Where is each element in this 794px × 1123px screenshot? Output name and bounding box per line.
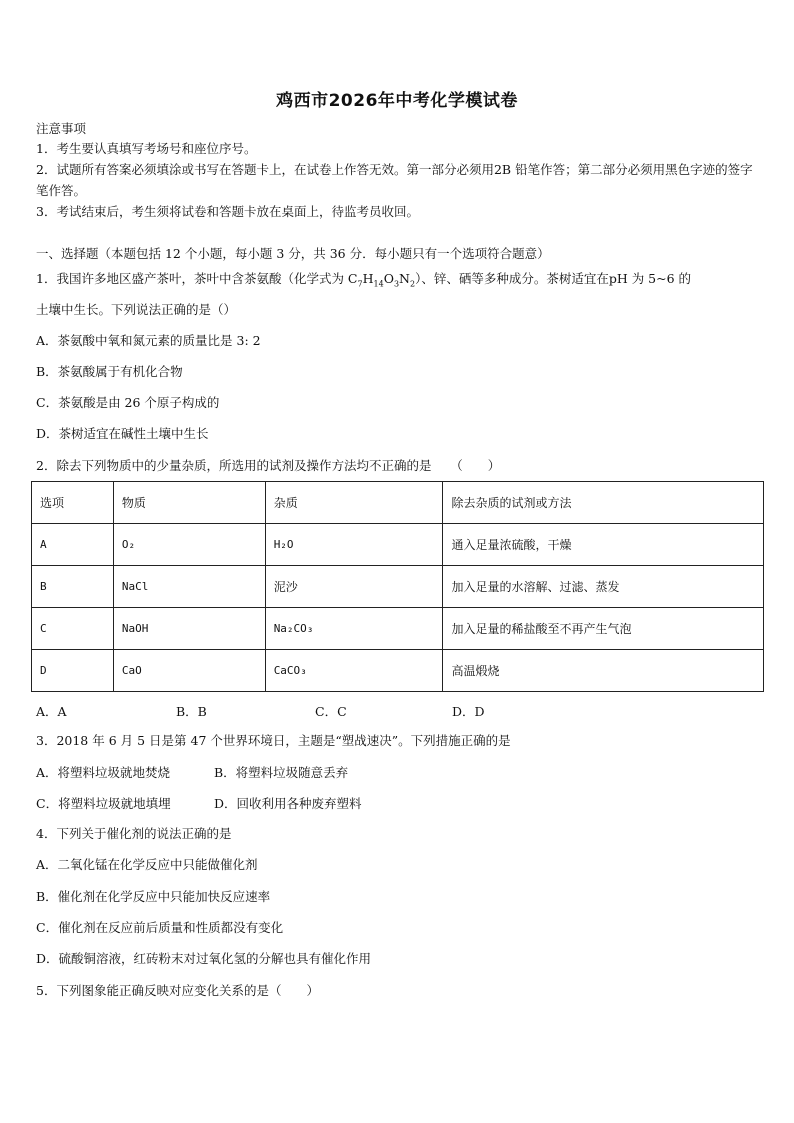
q4-option-c: C．催化剂在反应前后质量和性质都没有变化: [36, 920, 284, 935]
q2-answer-b: B．B: [176, 704, 207, 719]
q2-table: [31, 481, 764, 692]
q1-option-c: C．茶氨酸是由 26 个原子构成的: [36, 395, 220, 410]
q2-stem: 2．除去下列物质中的少量杂质，所选用的试剂及操作方法均不正确的是 （ ）: [36, 458, 501, 473]
table-cell: NaCl: [113, 566, 265, 608]
section-heading: 一、选择题（本题包括 12 个小题，每小题 3 分，共 36 分．每小题只有一个选项符合题意）: [36, 246, 550, 261]
q1-stem-cont: 土壤中生长。下列说法正确的是（）: [36, 302, 237, 317]
q3-option-b: B．将塑料垃圾随意丢弃: [214, 765, 349, 780]
q1-option-d: D．茶树适宜在碱性土壤中生长: [36, 426, 209, 441]
table-cell: 通入足量浓硫酸，干燥: [443, 524, 764, 566]
exam-title: 鸡西市2026年中考化学模试卷: [276, 91, 518, 111]
table-row: [32, 524, 764, 566]
table-cell: H₂O: [265, 524, 443, 566]
table-cell: B: [32, 566, 114, 608]
notes-heading: 注意事项: [36, 121, 87, 136]
q3-option-a: A．将塑料垃圾就地焚烧: [36, 765, 171, 780]
q1-stem: 1．我国许多地区盛产茶叶，茶叶中含茶氨酸（化学式为 $C_7H_{14}O_3N_2$）、锌、硒等多种成分。茶树适宜在pH 为 5~6 的: [36, 271, 692, 289]
q2-answer-d: D．D: [452, 704, 485, 719]
table-cell: Na₂CO₃: [265, 608, 443, 650]
q3-option-c: C．将塑料垃圾就地填埋: [36, 796, 171, 811]
q3-option-d: D．回收利用各种废弃塑料: [214, 796, 362, 811]
q4-stem: 4．下列关于催化剂的说法正确的是: [36, 826, 232, 841]
table-header: 选项: [32, 482, 114, 524]
table-cell: CaCO₃: [265, 650, 443, 692]
table-cell: 高温煅烧: [443, 650, 764, 692]
table-header: 除去杂质的试剂或方法: [443, 482, 764, 524]
q4-option-d: D．硫酸铜溶液，红砖粉末对过氧化氢的分解也具有催化作用: [36, 951, 372, 966]
q3-stem: 3．2018 年 6 月 5 日是第 47 个世界环境日，主题是“塑战速决”。下列措施正确的是: [36, 733, 511, 748]
table-cell: NaOH: [113, 608, 265, 650]
table-cell: CaO: [113, 650, 265, 692]
table-header: 杂质: [265, 482, 443, 524]
table-header: 物质: [113, 482, 265, 524]
q1-option-a: A．茶氨酸中氧和氮元素的质量比是 3: 2: [36, 333, 261, 348]
notes-item-1: 1．考生要认真填写考场号和座位序号。: [36, 141, 257, 156]
q5-stem: 5．下列图象能正确反映对应变化关系的是（ ）: [36, 983, 319, 998]
table-row: [32, 650, 764, 692]
table-cell: 加入足量的水溶解、过滤、蒸发: [443, 566, 764, 608]
table-cell: 泥沙: [265, 566, 443, 608]
q4-option-b: B．催化剂在化学反应中只能加快反应速率: [36, 889, 271, 904]
q2-answer-a: A．A: [36, 704, 67, 719]
table-cell: O₂: [113, 524, 265, 566]
table-cell: C: [32, 608, 114, 650]
notes-item-3: 3．考试结束后，考生须将试卷和答题卡放在桌面上，待监考员收回。: [36, 204, 419, 219]
table-cell: A: [32, 524, 114, 566]
table-cell: D: [32, 650, 114, 692]
notes-item-2: 2．试题所有答案必须填涂或书写在答题卡上，在试卷上作答无效。第一部分必须用2B 铅笔作答；第二部分必须用黑色字迹的签字笔作答。: [36, 162, 753, 198]
q1-option-b: B．茶氨酸属于有机化合物: [36, 364, 183, 379]
table-header-row: [32, 482, 764, 524]
table-cell: 加入足量的稀盐酸至不再产生气泡: [443, 608, 764, 650]
table-row: [32, 608, 764, 650]
q2-answer-c: C．C: [315, 704, 347, 719]
q4-option-a: A．二氧化锰在化学反应中只能做催化剂: [36, 857, 258, 872]
table-row: [32, 566, 764, 608]
